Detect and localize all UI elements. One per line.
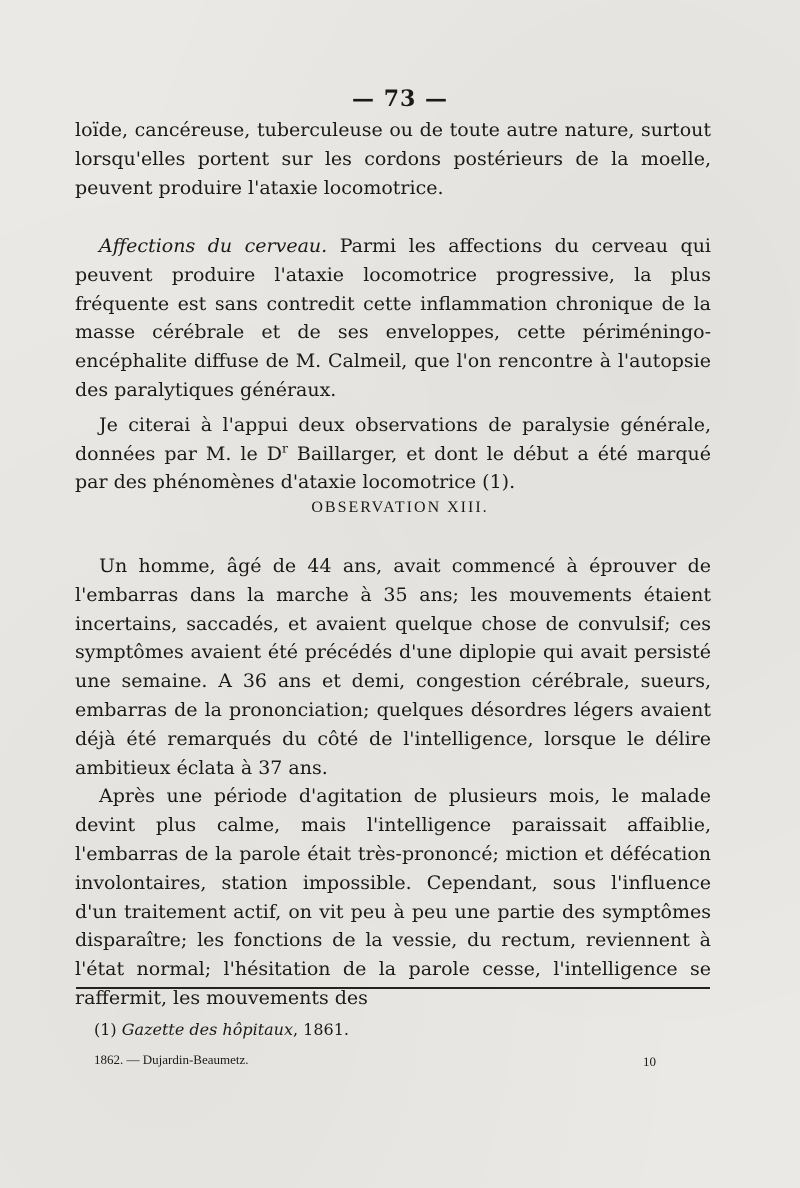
paragraph-affections-cerveau: [75, 232, 711, 405]
text-block-observation: [75, 552, 711, 1013]
text-block-top: [75, 116, 711, 202]
observation-title: OBSERVATION XIII.: [311, 499, 489, 516]
footnote-source: Gazette des hôpitaux: [121, 1020, 293, 1039]
printer-signature: 1862. — Dujardin-Beaumetz.: [94, 1052, 249, 1067]
citation-text-before: Je citerai à l'appui deux observations de paralysie générale, données par M. le D: [75, 413, 711, 465]
footnote-marker: (1): [94, 1020, 117, 1039]
citation-superscript: r: [281, 441, 288, 456]
paragraph-continuation: loïde, cancéreuse, tuberculeuse ou de toute autre nature, surtout lorsqu'elles portent sur les cordons postérieurs de la moelle, peuvent produire l'ataxie locomotrice.: [75, 119, 711, 199]
section-heading-inline: Affections du cerveau.: [99, 235, 328, 257]
footnote-divider: [76, 987, 710, 989]
paragraph-affections-text: Parmi les affections du cerveau qui peuvent produire l'ataxie locomotrice progressive, la plus fréquente est sans contredit cette inflammation chronique de la masse cérébrale et de ses enveloppes, cette périméningo-encéphalite diffuse de M. Calmeil, que l'on rencontre à l'autopsie des paralytiques généraux.: [75, 235, 712, 401]
footnote: [94, 1020, 349, 1039]
footnote-year: , 1861.: [293, 1020, 349, 1039]
citation-text-after: Baillarger, et dont le début a été marqué par des phénomènes d'ataxie locomotrice (1).: [75, 442, 711, 494]
page-number: — 73 —: [352, 86, 448, 112]
paragraph-observation-case: Un homme, âgé de 44 ans, avait commencé à éprouver de l'embarras dans la marche à 35 ans; les mouvements étaient incertains, saccadés, et avaient quelque chose de convulsif; ces symptômes avaient été précédés d'une diplopie qui avait persisté une semaine. A 36 ans et demi, congestion cérébrale, sueurs, embarras de la prononciation; quelques désordres légers avaient déjà été remarqués du côté de l'intelligence, lorsque le délire ambitieux éclata à 37 ans.: [75, 555, 711, 779]
text-block-cerveau: [75, 232, 711, 497]
signature-number: 10: [643, 1054, 656, 1069]
paragraph-citation: [75, 411, 711, 497]
paragraph-observation-progress: Après une période d'agitation de plusieurs mois, le malade devint plus calme, mais l'intelligence paraissait affaiblie, l'embarras de la parole était très-prononcé; miction et défécation involontaires, station impossible. Cependant, sous l'influence d'un traitement actif, on vit peu à peu une partie des symptômes disparaître; les fonctions de la vessie, du rectum, reviennent à l'état normal; l'hésitation de la parole cesse, l'intelligence se raffermit, les mouvements des: [75, 785, 711, 1009]
